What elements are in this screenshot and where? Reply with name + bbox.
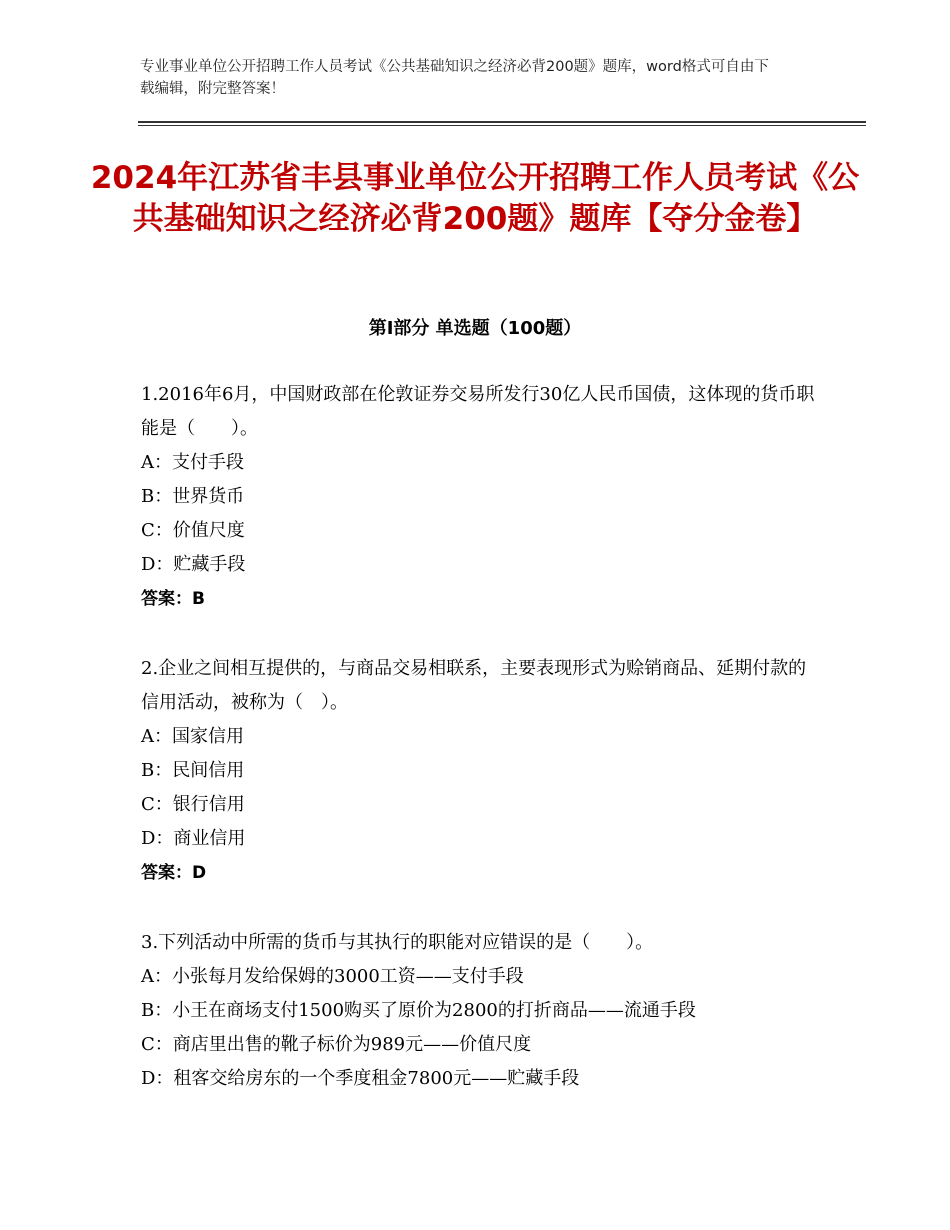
question-2 [141, 652, 821, 890]
option-d: D：商业信用 [141, 828, 246, 849]
answer-label: 答案：B [141, 589, 205, 609]
option-b: B：民间信用 [141, 760, 245, 781]
option-c: C：价值尺度 [141, 520, 245, 541]
question-1 [141, 378, 821, 616]
header-note: 专业事业单位公开招聘工作人员考试《公共基础知识之经济必背200题》题库，word格式可自由下载编辑，附完整答案！ [140, 59, 769, 97]
question-3 [141, 926, 821, 1096]
question-stem: 1.2016年6月，中国财政部在伦敦证券交易所发行30亿人民币国债，这体现的货币职能是（ ）。 [141, 384, 815, 439]
question-stem: 3.下列活动中所需的货币与其执行的职能对应错误的是（ ）。 [141, 932, 654, 953]
section-title: 第Ⅰ部分 单选题（100题） [368, 318, 582, 339]
answer-label: 答案：D [141, 863, 207, 883]
option-c: C：银行信用 [141, 794, 245, 815]
option-c: C：商店里出售的靴子标价为989元——价值尺度 [141, 1034, 532, 1055]
option-b: B：小王在商场支付1500购买了原价为2800的打折商品——流通手段 [141, 1000, 696, 1021]
option-a: A：国家信用 [141, 726, 244, 747]
header-rule-thin [138, 125, 866, 126]
document-title: 2024年江苏省丰县事业单位公开招聘工作人员考试《公共基础知识之经济必背200题》题库【夺分金卷】 [90, 160, 860, 237]
option-b: B：世界货币 [141, 486, 245, 507]
option-a: A：支付手段 [141, 452, 244, 473]
option-a: A：小张每月发给保姆的3000工资——支付手段 [141, 966, 524, 987]
option-d: D：租客交给房东的一个季度租金7800元——贮藏手段 [141, 1068, 580, 1089]
option-d: D：贮藏手段 [141, 554, 246, 575]
header-rule-thick [138, 121, 866, 123]
question-stem: 2.企业之间相互提供的，与商品交易相联系，主要表现形式为赊销商品、延期付款的信用活动，被称为（ ）。 [141, 658, 807, 713]
